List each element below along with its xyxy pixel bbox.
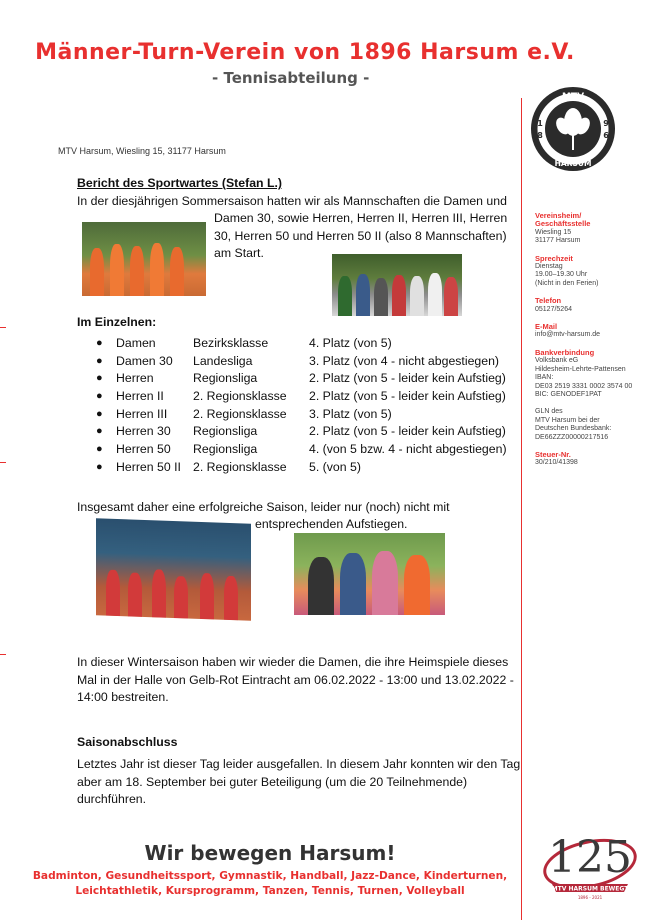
bullet-icon: ● — [96, 460, 103, 473]
department-subtitle: - Tennisabteilung - — [212, 69, 370, 87]
sidebar-heading: Sprechzeit — [535, 253, 573, 263]
team-name: Herren — [116, 371, 154, 386]
sports-line: Badminton, Gesundheitssport, Gymnastik, Handball, Jazz-Dance, Kinderturnen, — [32, 870, 508, 882]
anniversary-caption: MTV HARSUM BEWEGT — [551, 885, 629, 893]
bullet-icon: ● — [96, 443, 103, 456]
photo-men-court — [96, 518, 251, 620]
report-heading: Bericht des Sportwartes (Stefan L.) — [77, 176, 282, 190]
sidebar-line: Deutschen Bundesbank: — [535, 425, 612, 433]
fold-mark — [0, 327, 6, 328]
league-name: 2. Regionsklasse — [193, 389, 287, 404]
fold-mark — [0, 654, 6, 655]
sidebar-line: DE03 2519 3331 0002 3574 00 — [535, 382, 633, 390]
photo-women-team — [82, 222, 206, 296]
team-name: Damen — [116, 336, 156, 350]
logo-digit: 1 — [537, 119, 543, 128]
sports-line: Leichtathletik, Kursprogramm, Tanzen, Tennis, Turnen, Volleyball — [75, 884, 465, 897]
sidebar-line: Volksbank eG — [535, 357, 579, 365]
sidebar-block-office — [535, 212, 650, 246]
team-result: 3. Platz (von 4 - nicht abgestiegen) — [309, 353, 500, 368]
bullet-icon: ● — [96, 407, 103, 420]
sidebar-line: GLN des — [535, 408, 563, 416]
team-name: Herren 50 — [116, 442, 171, 457]
punch-mark — [0, 462, 6, 463]
photo-men-team — [332, 254, 462, 316]
logo-digit: 6 — [603, 131, 609, 140]
league-name: Landesliga — [193, 353, 253, 368]
bullet-icon: ● — [96, 390, 103, 403]
sidebar-heading: Geschäftsstelle — [535, 219, 591, 229]
sidebar-line: IBAN: — [535, 374, 554, 382]
sidebar-heading: Bankverbindung — [535, 347, 595, 357]
sidebar-line: BIC: GENODEF1PAT — [535, 390, 602, 398]
anniversary-years: 1896 - 2021 — [577, 895, 603, 900]
bullet-icon: ● — [96, 372, 103, 385]
league-name: 2. Regionsklasse — [193, 406, 287, 421]
sidebar-block-hours — [535, 255, 650, 289]
logo-text-bottom: HARSUM — [554, 159, 592, 168]
logo-digit: 8 — [537, 131, 543, 140]
sidebar-line: 19.00–19.30 Uhr — [535, 271, 588, 279]
league-name: 2. Regionsklasse — [193, 459, 287, 474]
sidebar-line: DE66ZZZ00000217516 — [535, 433, 609, 441]
winter-season-text: In dieser Wintersaison haben wir wieder die Damen, die ihre Heimspiele dieses Mal in der Halle von Gelb-Rot Eintracht am 06.02.2022 - 13:00 und 13.02.2022 - 14:00 bestreiten. — [77, 655, 514, 704]
sidebar-block-tax — [535, 451, 650, 468]
season-end-text: Letztes Jahr ist dieser Tag leider ausgefallen. In diesem Jahr konnten wir den Tag aber am 18. September bei guter Beteiligung (um die 20 Teilnehmende) durchführen. — [77, 757, 521, 806]
logo-digit: 9 — [603, 119, 609, 128]
sidebar-line: MTV Harsum bei der — [535, 416, 600, 424]
sidebar-heading: Telefon — [535, 296, 562, 306]
contact-sidebar — [535, 212, 650, 477]
summary-text: Insgesamt daher eine erfolgreiche Saison, leider nur (noch) nicht mit — [77, 500, 450, 514]
sidebar-line: Hildesheim-Lehrte-Pattensen — [535, 365, 626, 373]
league-name: Regionsliga — [193, 424, 258, 439]
team-name: Damen 30 — [116, 353, 173, 368]
sidebar-line: 05127/5264 — [535, 305, 572, 313]
league-name: Bezirksklasse — [193, 336, 269, 350]
sidebar-block-gln — [535, 408, 650, 442]
sidebar-block-bank — [535, 349, 650, 399]
club-logo — [530, 86, 616, 172]
email-link[interactable]: info@mtv-harsum.de — [535, 331, 601, 339]
season-end-heading: Saisonabschluss — [77, 735, 178, 749]
team-result: 3. Platz (von 5) — [309, 406, 392, 421]
sidebar-line: 31177 Harsum — [535, 237, 581, 245]
team-result: 4. (von 5 bzw. 4 - nicht abgestiegen) — [309, 442, 507, 457]
bullet-icon: ● — [96, 425, 103, 438]
team-name: Herren III — [116, 406, 168, 421]
team-result: 4. Platz (von 5) — [309, 336, 392, 350]
team-result: 2. Platz (von 5 - leider kein Aufstieg) — [309, 371, 506, 386]
sports-list — [0, 869, 540, 898]
anniversary-logo — [538, 818, 642, 902]
team-result: 2. Platz (von 5 - leider kein Aufstieg) — [309, 424, 506, 439]
anniversary-number: 125 — [548, 832, 632, 883]
sidebar-heading: Steuer-Nr. — [535, 449, 571, 459]
results-heading: Im Einzelnen: — [77, 315, 157, 329]
intro-text-continued: Damen 30, sowie Herren, Herren II, Herren III, Herren 30, Herren 50 und Herren 50 II (also 8 Mannschaften) am Start. — [214, 211, 508, 260]
sidebar-line: Dienstag — [535, 263, 563, 271]
sidebar-line: 30/210/41398 — [535, 459, 578, 467]
sidebar-block-phone — [535, 297, 650, 314]
sender-address: MTV Harsum, Wiesling 15, 31177 Harsum — [58, 146, 226, 156]
team-result: 5. (von 5) — [309, 459, 361, 474]
bullet-icon: ● — [96, 337, 103, 349]
bullet-icon: ● — [96, 354, 103, 367]
sidebar-heading: E-Mail — [535, 322, 558, 332]
sidebar-block-email — [535, 323, 650, 340]
logo-text-top: MTV — [561, 92, 585, 102]
team-result: 2. Platz (von 5 - leider kein Aufstieg) — [309, 389, 506, 404]
team-name: Herren 30 — [116, 424, 171, 439]
team-name: Herren II — [116, 389, 164, 404]
intro-text: In der diesjährigen Sommersaison hatten wir als Mannschaften die Damen und — [77, 194, 507, 208]
summary-text-continued: entsprechenden Aufstiegen. — [255, 517, 408, 531]
league-name: Regionsliga — [193, 442, 258, 457]
sidebar-line: Wiesling 15 — [535, 228, 572, 236]
sidebar-line: (Nicht in den Ferien) — [535, 279, 599, 287]
team-name: Herren 50 II — [116, 459, 181, 474]
club-title: Männer-Turn-Verein von 1896 Harsum e.V. — [35, 40, 575, 65]
league-name: Regionsliga — [193, 371, 258, 386]
sidebar-heading: Vereinsheim/ — [535, 211, 582, 220]
footer-slogan: Wir bewegen Harsum! — [144, 841, 396, 865]
photo-women-group — [294, 533, 445, 615]
